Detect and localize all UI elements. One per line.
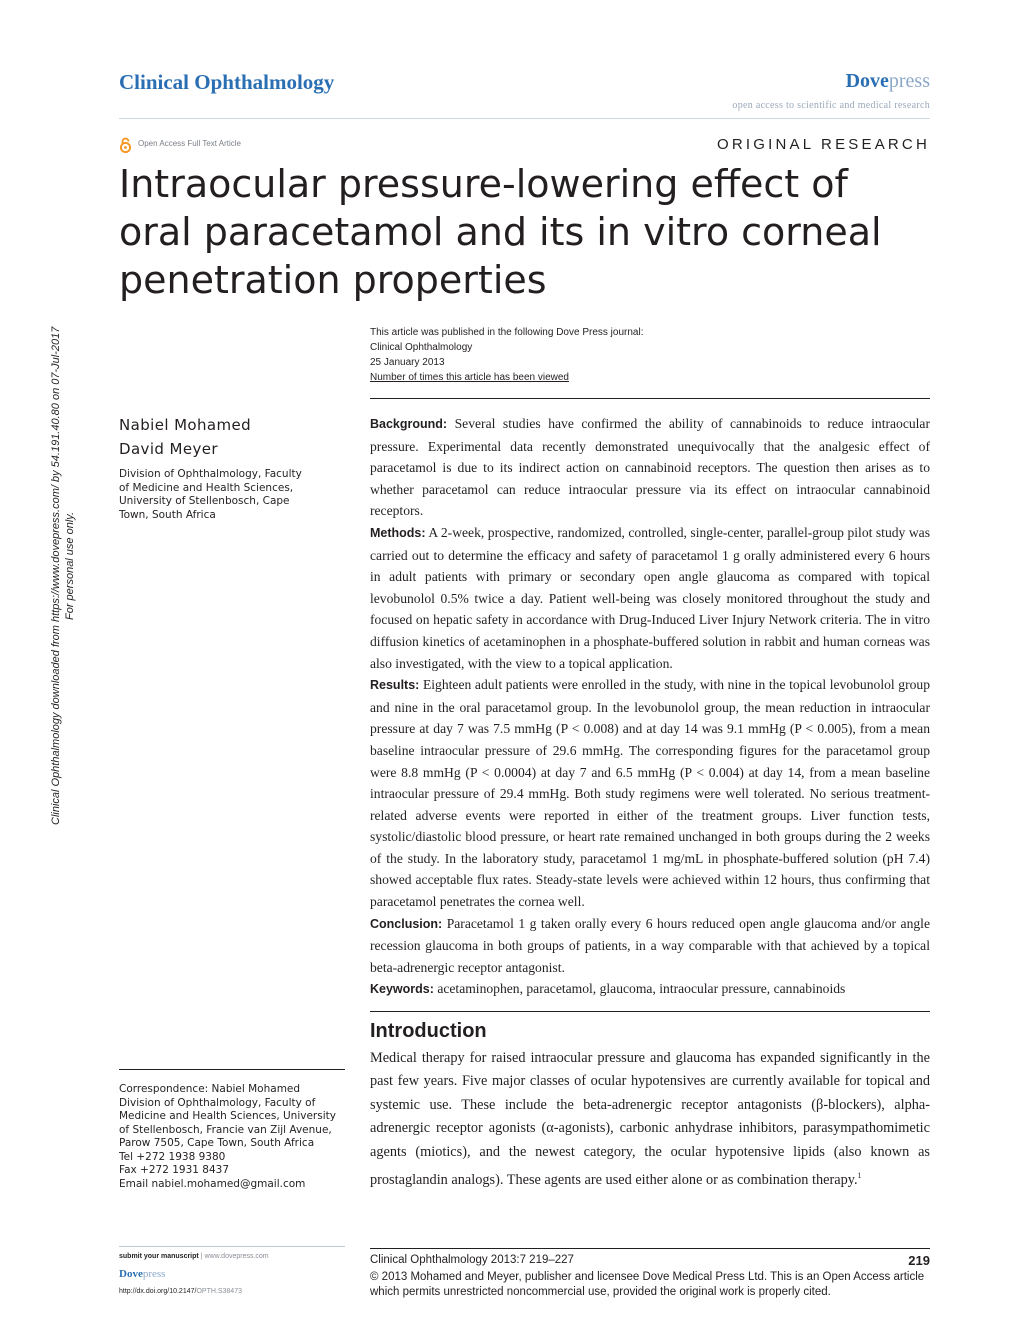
methods-label: Methods:: [370, 525, 426, 540]
publication-info: [370, 325, 643, 385]
results-label: Results:: [370, 678, 420, 693]
publication-journal: Clinical Ophthalmology: [370, 342, 473, 353]
author-name: Nabiel Mohamed: [119, 416, 252, 434]
conclusion-text: Paracetamol 1 g taken orally every 6 hours reduced open angle glaucoma and/or angle recession glaucoma in both groups of patients, in a way comparable with that achieved by a topical beta-adrenergic receptor antagonist.: [370, 915, 930, 975]
open-access-label: Open Access Full Text Article: [138, 139, 242, 148]
article-type: ORIGINAL RESEARCH: [716, 136, 930, 153]
methods-text: A 2-week, prospective, randomized, controlled, single-center, parallel-group pilot study was carried out to determine the efficacy and safety of paracetamol 1 g orally administered every 6 hours in adult patients with primary or secondary open angle glaucoma as compared with topical levobunolol 0.5% twice a day. Patient well-being was closely monitored throughout the study and focused on hepatic safety in accordance with Drug-Induced Liver Injury Network criteria. The in vitro diffusion kinetics of acetaminophen in a phosphate-buffered solution in rabbit and human corneas was also investigated, with the view to a topical application.: [370, 524, 930, 671]
footer-divider-left: [119, 1246, 345, 1247]
download-notice: Clinical Ophthalmology downloaded from https://www.dovepress.com/ by 54.191.40.80 on 07-Jul-2017: [50, 326, 62, 825]
submit-label: submit your manuscript: [119, 1253, 199, 1260]
footer-dovepress-logo[interactable]: [119, 1268, 165, 1280]
author-list: [119, 413, 251, 461]
citation: Clinical Ophthalmology 2013:7 219–227: [370, 1254, 574, 1266]
affiliation-line: University of Stellenbosch, Cape: [119, 495, 290, 507]
reference-marker[interactable]: 1: [857, 1171, 862, 1181]
page-number: 219: [908, 1253, 930, 1268]
publication-date: 25 January 2013: [370, 357, 445, 368]
affiliation-line: Division of Ophthalmology, Faculty: [119, 468, 302, 480]
correspondence: [119, 1083, 359, 1191]
footer-logo-bold: Dove: [119, 1268, 143, 1280]
header-divider: [119, 118, 930, 119]
abstract-methods: [370, 522, 930, 674]
introduction-heading: Introduction: [370, 1020, 487, 1042]
dovepress-tagline: open access to scientific and medical research: [732, 100, 930, 111]
background-text: Several studies have confirmed the ability of cannabinoids to reduce intraocular pressure. Experimental data recently demonstrated unequivocally that the analgesic effect of paracetamol is due to its indirect action on cannabinoid receptors. The question then arises as to whether paracetamol can reduce intraocular pressure via its effect on intraocular cannabinoid receptors.: [370, 416, 930, 519]
introduction-body: [370, 1047, 930, 1192]
correspondence-line: Parow 7505, Cape Town, South Africa: [119, 1137, 315, 1149]
article-title: Intraocular pressure-lowering effect of oral paracetamol and its in vitro corneal penetration properties: [119, 162, 882, 302]
correspondence-line: Correspondence: Nabiel Mohamed: [119, 1083, 301, 1095]
abstract-keywords: [370, 978, 930, 1001]
doi-host: http://dx.doi.org/10.2147/: [119, 1288, 197, 1295]
submit-url: www.dovepress.com: [204, 1253, 269, 1260]
abstract-results: [370, 674, 930, 913]
introduction-text: Medical therapy for raised intraocular pressure and glaucoma has expanded significantly in the past few years. Five major classes of ocular hypotensives are currently available for topical and systemic use. These include the beta-adrenergic receptor antagonists (β-blockers), alpha-adrenergic receptor agonists (α-agonists), carbonic anhydrase inhibitors, parasympathomimetic agents (miotics), and the newest category, the ocular hypotensive lipids (also known as prostaglandin analogs). These agents are used either alone or as combination therapy.: [370, 1050, 930, 1188]
open-access-icon: [119, 137, 132, 153]
correspondence-email[interactable]: Email nabiel.mohamed@gmail.com: [119, 1177, 306, 1190]
personal-use-notice: For personal use only.: [64, 511, 76, 620]
background-label: Background:: [370, 417, 448, 431]
abstract-background: [370, 413, 930, 522]
dovepress-logo-bold: Dove: [845, 70, 889, 92]
footer-divider-right: [370, 1248, 930, 1249]
affiliation-line: Town, South Africa: [119, 508, 216, 521]
keywords-text: acetaminophen, paracetamol, glaucoma, intraocular pressure, cannabinoids: [437, 981, 846, 997]
correspondence-divider: [119, 1069, 345, 1070]
author-affiliation: [119, 468, 339, 522]
dovepress-logo-light: press: [888, 70, 930, 92]
correspondence-line: Fax +272 1931 8437: [119, 1164, 230, 1176]
correspondence-line: Tel +272 1938 9380: [119, 1150, 226, 1163]
journal-name[interactable]: Clinical Ophthalmology: [119, 70, 335, 94]
submit-separator: |: [198, 1253, 205, 1260]
affiliation-line: of Medicine and Health Sciences,: [119, 481, 294, 494]
views-link[interactable]: Number of times this article has been viewed: [370, 372, 569, 383]
correspondence-line: Medicine and Health Sciences, University: [119, 1110, 336, 1122]
conclusion-label: Conclusion:: [370, 916, 443, 931]
abstract-conclusion: [370, 913, 930, 979]
doi-link[interactable]: [119, 1288, 242, 1295]
results-text: Eighteen adult patients were enrolled in the study, with nine in the topical levobunolol group and nine in the oral paracetamol group. In the levobunolol group, the mean reduction in intraocular pressure at day 7 was 7.5 mmHg (P < 0.008) and at day 14 was 9.1 mmHg (P < 0.005), from a mean baseline intraocular pressure of 29.6 mmHg. The corresponding figures for the paracetamol group were 8.8 mmHg (P < 0.0004) at day 7 and 6.5 mmHg (P < 0.004) at day 14, from a mean baseline intraocular pressure of 29.4 mmHg. Both study regimens were well tolerated. No serious treatment-related adverse events were reported in either of the treatment groups. Liver function tests, systolic/diastolic blood pressure, or heart rate remained unchanged in both groups during the 2 weeks of the study. In the laboratory study, paracetamol 1 mg/mL in phosphate-buffered solution (pH 7.4) showed acceptable flux rates. Steady-state levels were achieved within 12 hours, thus confirming that paracetamol penetrates the cornea well.: [370, 677, 931, 910]
footer-logo-light: press: [142, 1268, 166, 1280]
submit-manuscript-link[interactable]: [119, 1253, 269, 1260]
doi-id: OPTH.S38473: [196, 1288, 242, 1295]
license-text: © 2013 Mohamed and Meyer, publisher and licensee Dove Medical Press Ltd. This is an Open Access article which permits unrestricted noncommercial use, provided the original work is properly cited.: [370, 1271, 925, 1298]
dovepress-logo[interactable]: [846, 70, 930, 93]
publication-line: This article was published in the following Dove Press journal:: [370, 327, 644, 338]
publication-divider: [370, 398, 930, 399]
abstract: [370, 413, 930, 1001]
abstract-divider: [370, 1011, 930, 1012]
correspondence-line: Division of Ophthalmology, Faculty of: [119, 1096, 316, 1109]
correspondence-line: of Stellenbosch, Francie van Zijl Avenue,: [119, 1123, 332, 1136]
keywords-label: Keywords:: [370, 982, 434, 997]
author-name: David Meyer: [119, 440, 218, 458]
